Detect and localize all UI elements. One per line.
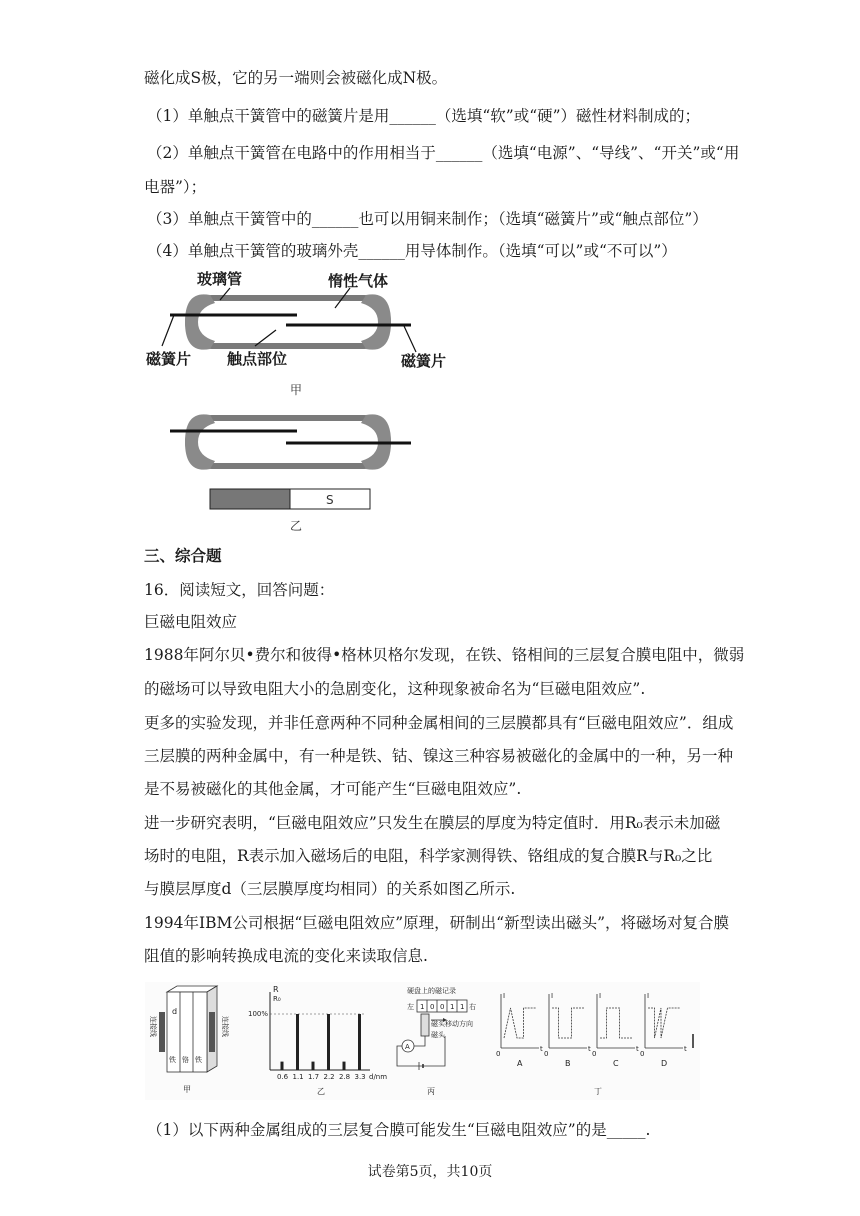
ding-axis-t-label: t bbox=[636, 1045, 639, 1053]
wire-left-label: 连接线 bbox=[149, 1016, 157, 1037]
ding-origin-label: 0 bbox=[640, 1050, 645, 1058]
chart-bar-2.2 bbox=[327, 1014, 330, 1070]
bit-1: 0 bbox=[430, 1003, 435, 1011]
layer-3: 铁 bbox=[195, 1056, 202, 1064]
glass-tube-jia bbox=[185, 294, 391, 349]
caption-bing: 丙 bbox=[427, 1087, 435, 1096]
paragraph-line: 更多的实验发现，并非任意两种不同种金属相间的三层膜都具有“巨磁电阻效应”．组成 bbox=[144, 714, 734, 732]
question-2-cont: 电器”）； bbox=[144, 178, 207, 196]
y-axis-top-label: R bbox=[273, 985, 279, 994]
caption-jia: 甲 bbox=[290, 383, 303, 397]
ammeter-label: A bbox=[405, 1043, 410, 1051]
reed-right-label: 磁簧片 bbox=[401, 352, 447, 370]
x-tick-label: 3.3 bbox=[354, 1073, 366, 1081]
bit-2: 0 bbox=[440, 1003, 445, 1011]
bit-3: 1 bbox=[450, 1003, 455, 1011]
record-label: 硬盘上的磁记录 bbox=[407, 987, 456, 995]
ding-axis-t-label: t bbox=[540, 1045, 543, 1053]
chart-bar-1.1 bbox=[296, 1014, 299, 1070]
ding-option-label: B bbox=[565, 1059, 571, 1068]
glass-tube-label: 玻璃管 bbox=[197, 270, 243, 288]
ding-option-label: D bbox=[661, 1059, 668, 1068]
contact-label: 触点部位 bbox=[227, 350, 288, 368]
paragraph-line: 阻值的影响转换成电流的变化来读取信息. bbox=[144, 947, 428, 965]
ding-axis-t-label: t bbox=[588, 1045, 591, 1053]
paragraph-line: 是不易被磁化的其他金属，才可能产生“巨磁电阻效应”. bbox=[144, 780, 522, 798]
x-tick-label: 1.7 bbox=[308, 1073, 320, 1081]
chart-bar-0.6 bbox=[281, 1062, 284, 1070]
left-label: 左 bbox=[407, 1003, 414, 1011]
reed-switch-figure bbox=[140, 268, 460, 538]
gmr-figure-strip bbox=[145, 982, 700, 1100]
x-tick-label: 2.8 bbox=[339, 1073, 351, 1081]
question-16: 16．阅读短文，回答问题： bbox=[144, 581, 335, 599]
ding-axis-i-label: I bbox=[647, 992, 650, 1000]
x-tick-label: 2.2 bbox=[323, 1073, 335, 1081]
paragraph-line: 1988年阿尔贝•费尔和彼得•格林贝格尔发现，在铁、铬相间的三层复合膜电阻中，微弱 bbox=[144, 646, 745, 664]
caption-ding: 丁 bbox=[594, 1087, 602, 1096]
layer-1: 铁 bbox=[169, 1056, 176, 1064]
reed-left-label: 磁簧片 bbox=[146, 350, 192, 368]
y-axis-bottom-label: R₀ bbox=[273, 995, 281, 1003]
layer-2: 铬 bbox=[182, 1056, 189, 1064]
x-tick-label: 1.1 bbox=[292, 1073, 304, 1081]
glass-tube-yi bbox=[170, 414, 411, 469]
ding-option-label: C bbox=[613, 1059, 619, 1068]
bit-0: 1 bbox=[420, 1003, 425, 1011]
magnet-n-half bbox=[210, 489, 290, 509]
question-1: （1）单触点干簧管中的磁簧片是用______（选填“软”或“硬”）磁性材料制成的； bbox=[147, 107, 701, 125]
ding-axis-i-label: I bbox=[503, 992, 506, 1000]
chart-bar-1.7 bbox=[312, 1062, 315, 1070]
bit-4: 1 bbox=[460, 1003, 465, 1011]
magnet-pole-label: S bbox=[326, 493, 334, 507]
paragraph-line: 1994年IBM公司根据“巨磁电阻效应”原理，研制出“新型读出磁头”，将磁场对复合膜 bbox=[144, 914, 730, 932]
x-axis-unit: d/nm bbox=[369, 1073, 388, 1081]
x-tick-label: 0.6 bbox=[277, 1073, 289, 1081]
caption-yi-bottom: 乙 bbox=[317, 1087, 325, 1096]
head-label: 磁头 bbox=[431, 1031, 445, 1039]
d-label: d bbox=[172, 1007, 178, 1016]
ding-option-label: A bbox=[517, 1059, 523, 1068]
question-16-1: （1）以下两种金属组成的三层复合膜可能发生“巨磁电阻效应”的是_____. bbox=[147, 1121, 651, 1139]
paragraph-line: 场时的电阻，R表示加入磁场后的电阻，科学家测得铁、铬组成的复合膜R与R₀之比 bbox=[144, 847, 713, 865]
caption-jia-bottom: 甲 bbox=[183, 1085, 191, 1094]
right-label: 右 bbox=[469, 1003, 476, 1011]
section-title: 三、综合题 bbox=[144, 546, 222, 565]
chart-bar-3.3 bbox=[358, 1014, 361, 1070]
caption-yi: 乙 bbox=[290, 519, 303, 533]
y-tick-100: 100% bbox=[248, 1010, 269, 1018]
wire-right-label: 连接线 bbox=[221, 1016, 229, 1037]
ding-axis-i-label: I bbox=[551, 992, 554, 1000]
ding-origin-label: 0 bbox=[496, 1050, 501, 1058]
chart-bar-2.8 bbox=[343, 1062, 346, 1070]
ding-axis-i-label: I bbox=[599, 992, 602, 1000]
question-2: （2）单触点干簧管在电路中的作用相当于______（选填“电源”、“导线”、“开关”或“用 bbox=[147, 144, 740, 162]
paragraph-line: 的磁场可以导致电阻大小的急剧变化，这种现象被命名为“巨磁电阻效应”. bbox=[144, 680, 646, 698]
inert-gas-label: 惰性气体 bbox=[328, 272, 389, 290]
page-footer: 试卷第5页，共10页 bbox=[367, 1164, 493, 1180]
ding-axis-t-label: t bbox=[684, 1045, 687, 1053]
paragraph-line: 三层膜的两种金属中，有一种是铁、钴、镍这三种容易被磁化的金属中的一种，另一种 bbox=[144, 747, 734, 765]
move-direction-label: 磁头移动方向 bbox=[431, 1020, 473, 1028]
text-line: 磁化成S极，它的另一端则会被磁化成N极。 bbox=[144, 69, 448, 87]
ding-origin-label: 0 bbox=[544, 1050, 549, 1058]
paragraph-line: 与膜层厚度d（三层膜厚度均相同）的关系如图乙所示. bbox=[144, 880, 516, 898]
article-title: 巨磁电阻效应 bbox=[144, 613, 238, 631]
question-4: （4）单触点干簧管的玻璃外壳______用导体制作。（选填“可以”或“不可以”） bbox=[147, 242, 677, 260]
paragraph-line: 进一步研究表明，“巨磁电阻效应”只发生在膜层的厚度为特定值时．用R₀表示未加磁 bbox=[144, 814, 721, 832]
question-3: （3）单触点干簧管中的______也可以用铜来制作；（选填“磁簧片”或“触点部位”） bbox=[147, 210, 708, 228]
ding-origin-label: 0 bbox=[592, 1050, 597, 1058]
